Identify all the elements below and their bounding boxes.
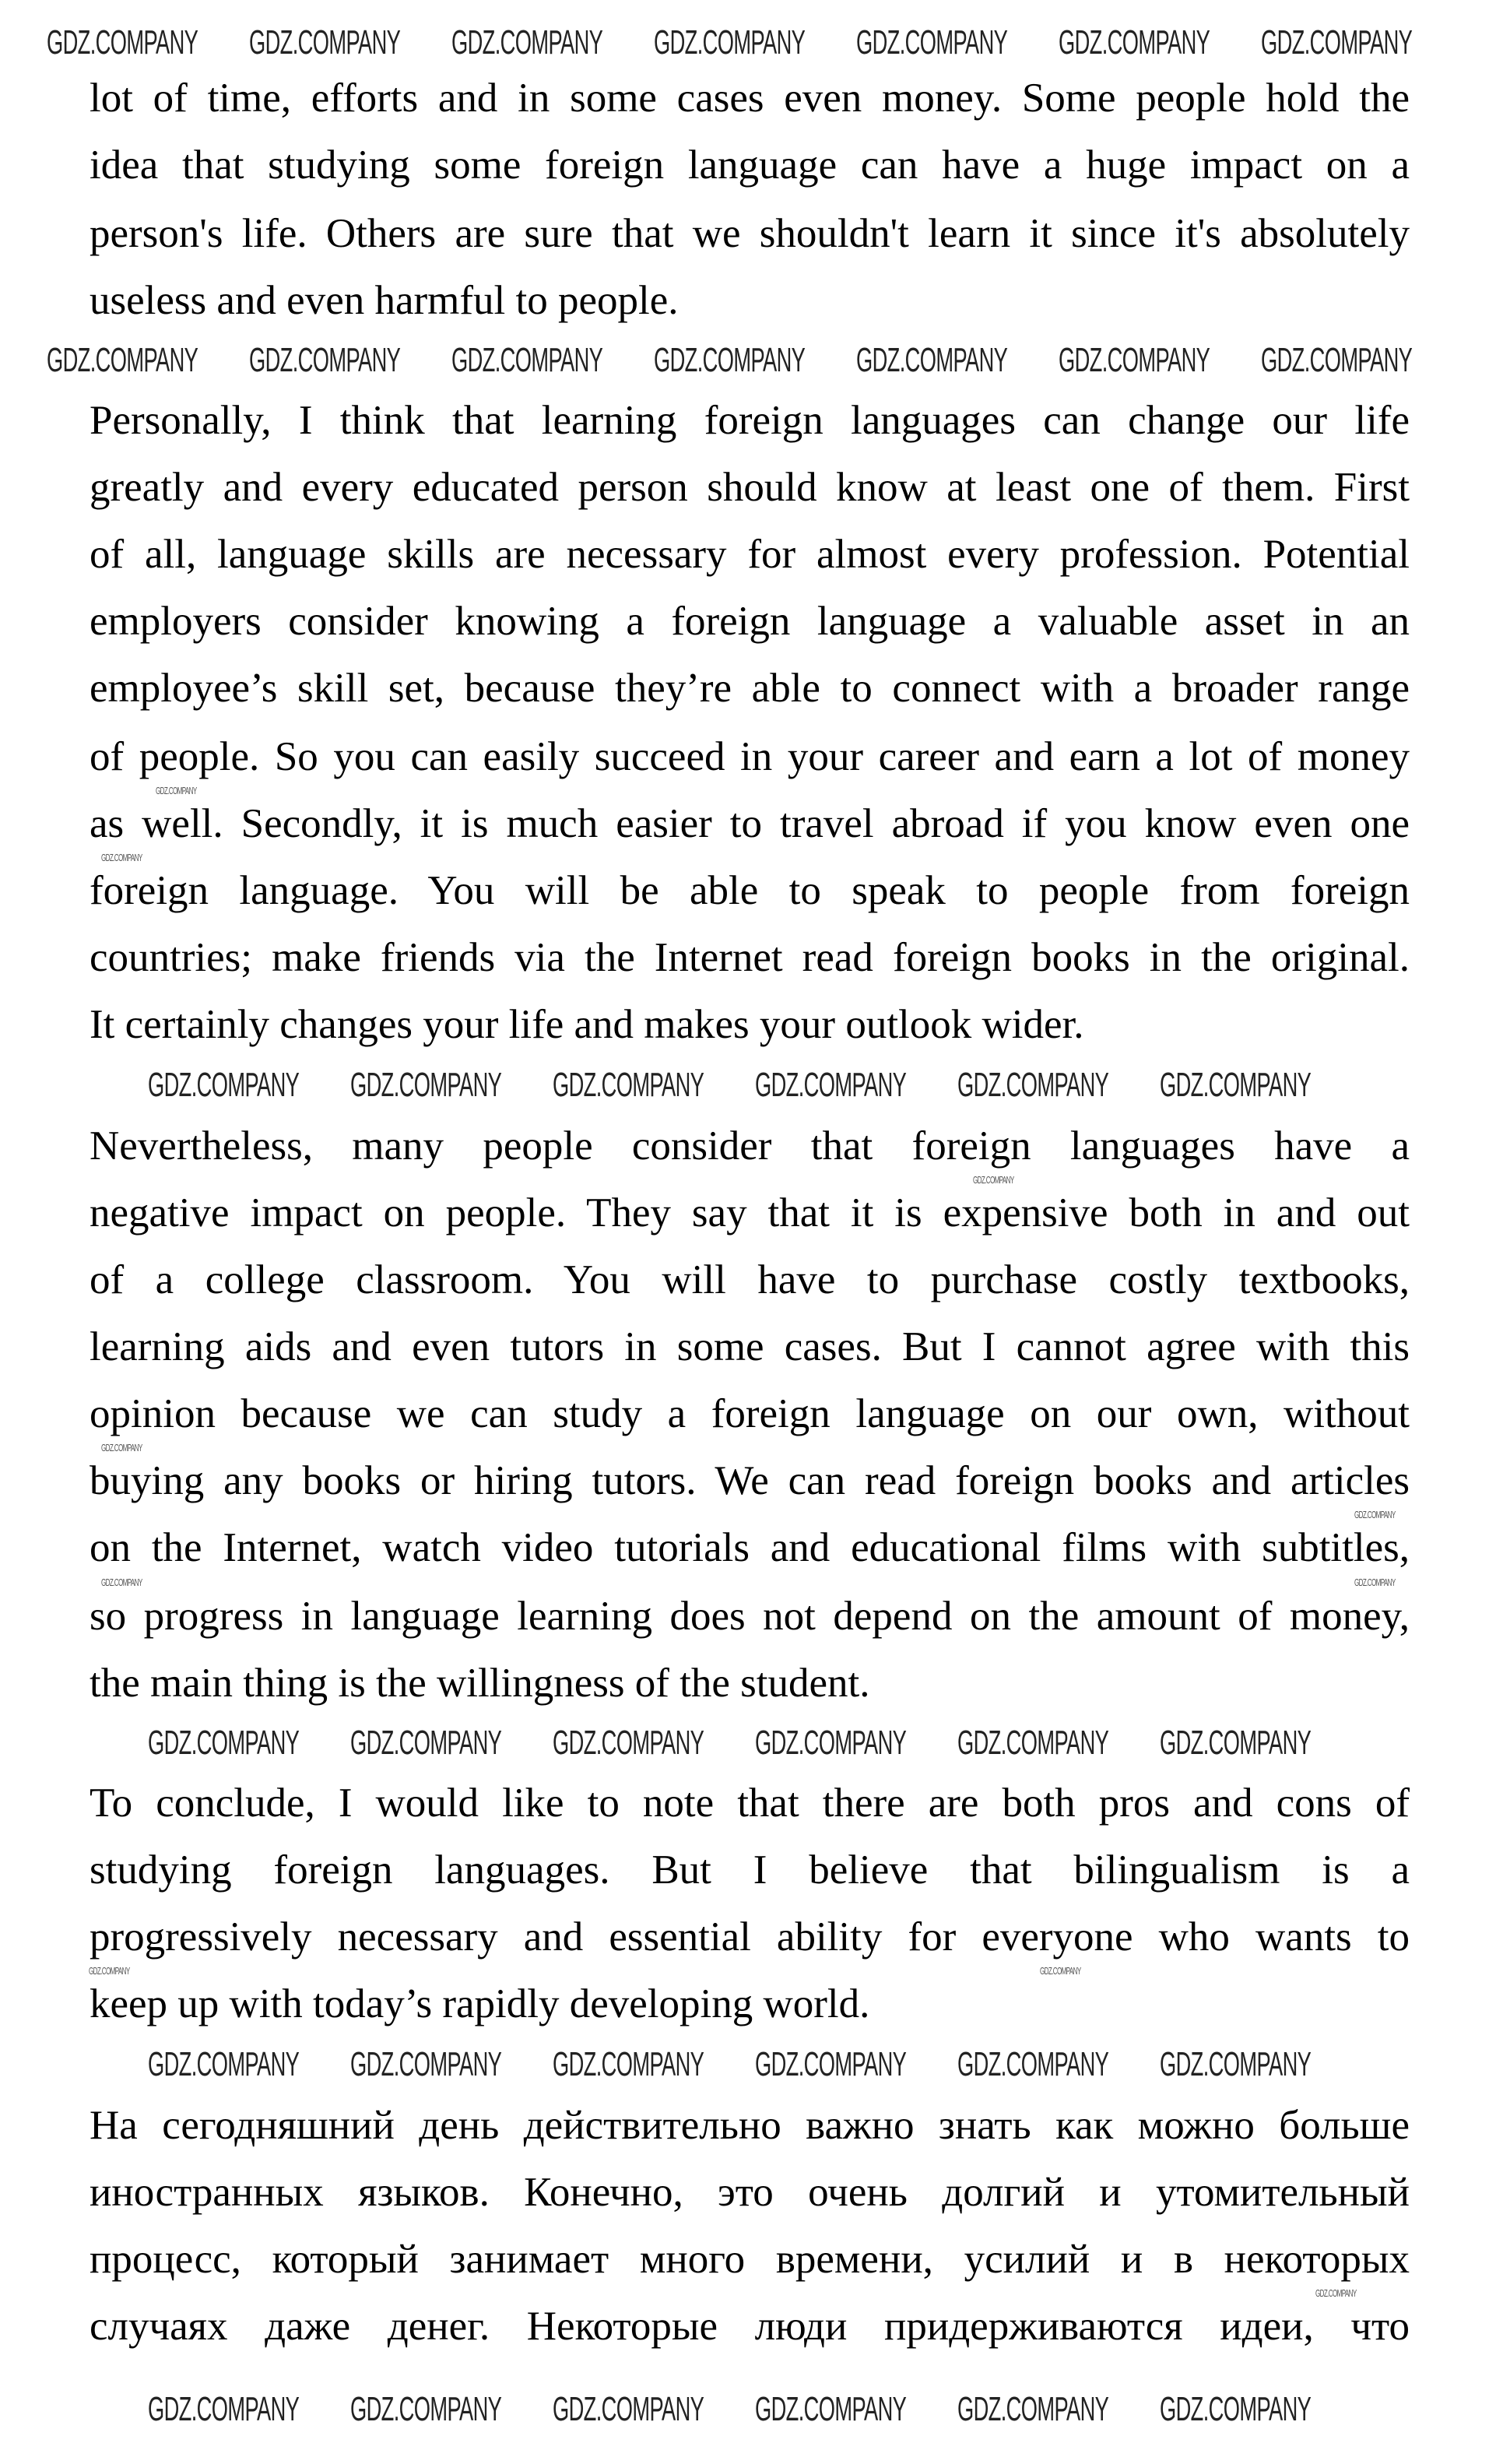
watermark: GDZ.COMPANY [1261, 341, 1413, 379]
watermark: GDZ.COMPANY [654, 341, 806, 379]
watermark: GDZ.COMPANY [755, 1066, 907, 1104]
paragraph-5-line: процесс, который занимает много времени, усилий и в некоторых [90, 2237, 1410, 2282]
watermark: GDZ.COMPANY [957, 1066, 1109, 1104]
watermark: GDZ.COMPANY [148, 2045, 300, 2083]
watermark: GDZ.COMPANY [350, 1066, 502, 1104]
paragraph-3-line: negative impact on people. They say that it is expensive both in and out [90, 1190, 1410, 1236]
watermark: GDZ.COMPANY [249, 23, 401, 62]
paragraph-2-line: foreign language. You will be able to speak to people from foreign [90, 868, 1410, 913]
watermark: GDZ.COMPANY [553, 2390, 704, 2428]
watermark: GDZ.COMPANY [350, 1724, 502, 1762]
paragraph-5-line: На сегодняшний день действительно важно знать как можно больше [90, 2103, 1410, 2148]
watermark: GDZ.COMPANY [973, 1174, 1014, 1186]
watermark: GDZ.COMPANY [1059, 23, 1210, 62]
paragraph-3-line: so progress in language learning does not depend on the amount of money, [90, 1594, 1410, 1639]
paragraph-4-line: progressively necessary and essential ability for everyone who wants to [90, 1914, 1410, 1960]
watermark: GDZ.COMPANY [755, 2390, 907, 2428]
paragraph-3-line: buying any books or hiring tutors. We can read foreign books and articles [90, 1458, 1410, 1503]
paragraph-5-line: случаях даже денег. Некоторые люди придерживаются идеи, что [90, 2304, 1410, 2349]
watermark: GDZ.COMPANY [1040, 1965, 1081, 1977]
paragraph-2-line: countries; make friends via the Internet read foreign books in the original. [90, 935, 1410, 980]
paragraph-1-line: idea that studying some foreign language can have a huge impact on a [90, 142, 1410, 188]
watermark: GDZ.COMPANY [755, 2045, 907, 2083]
paragraph-2-line: of all, language skills are necessary for almost every profession. Potential [90, 532, 1410, 577]
watermark: GDZ.COMPANY [451, 23, 603, 62]
watermark: GDZ.COMPANY [451, 341, 603, 379]
watermark: GDZ.COMPANY [101, 852, 142, 863]
paragraph-4-line: keep up with today’s rapidly developing world. [90, 1981, 870, 2026]
watermark: GDZ.COMPANY [1315, 2287, 1357, 2299]
watermark: GDZ.COMPANY [350, 2390, 502, 2428]
watermark: GDZ.COMPANY [856, 23, 1008, 62]
watermark: GDZ.COMPANY [755, 1724, 907, 1762]
watermark: GDZ.COMPANY [1160, 1066, 1312, 1104]
watermark: GDZ.COMPANY [101, 1442, 142, 1453]
watermark: GDZ.COMPANY [47, 23, 198, 62]
paragraph-2-line: Personally, I think that learning foreign languages can change our life [90, 398, 1410, 443]
watermark: GDZ.COMPANY [148, 1066, 300, 1104]
watermark: GDZ.COMPANY [1354, 1509, 1396, 1520]
paragraph-3-line: learning aids and even tutors in some cases. But I cannot agree with this [90, 1324, 1410, 1369]
paragraph-2-line: as well. Secondly, it is much easier to travel abroad if you know even one [90, 801, 1410, 846]
watermark: GDZ.COMPANY [47, 341, 198, 379]
watermark: GDZ.COMPANY [148, 1724, 300, 1762]
watermark: GDZ.COMPANY [1160, 2390, 1312, 2428]
paragraph-3-line: on the Internet, watch video tutorials and educational films with subtitles, [90, 1525, 1410, 1570]
watermark: GDZ.COMPANY [1059, 341, 1210, 379]
watermark: GDZ.COMPANY [249, 341, 401, 379]
watermark: GDZ.COMPANY [553, 1066, 704, 1104]
paragraph-2-line: of people. So you can easily succeed in your career and earn a lot of money [90, 734, 1410, 779]
watermark: GDZ.COMPANY [101, 1576, 142, 1588]
watermark: GDZ.COMPANY [957, 2045, 1109, 2083]
paragraph-2-line: greatly and every educated person should know at least one of them. First [90, 465, 1410, 510]
paragraph-1-line: useless and even harmful to people. [90, 278, 679, 323]
watermark: GDZ.COMPANY [1160, 1724, 1312, 1762]
watermark: GDZ.COMPANY [654, 23, 806, 62]
paragraph-3-line: opinion because we can study a foreign language on our own, without [90, 1391, 1410, 1436]
paragraph-3-line: Nevertheless, many people consider that foreign languages have a [90, 1123, 1410, 1169]
watermark: GDZ.COMPANY [350, 2045, 502, 2083]
paragraph-2-line: employers consider knowing a foreign language a valuable asset in an [90, 599, 1410, 644]
watermark: GDZ.COMPANY [957, 2390, 1109, 2428]
watermark: GDZ.COMPANY [156, 785, 197, 796]
paragraph-1-line: person's life. Others are sure that we shouldn't learn it since it's absolutely [90, 211, 1410, 256]
paragraph-4-line: To conclude, I would like to note that there are both pros and cons of [90, 1780, 1410, 1826]
paragraph-1-line: lot of time, efforts and in some cases even money. Some people hold the [90, 76, 1410, 121]
watermark: GDZ.COMPANY [1160, 2045, 1312, 2083]
watermark: GDZ.COMPANY [89, 1965, 130, 1977]
watermark: GDZ.COMPANY [1261, 23, 1413, 62]
paragraph-3-line: the main thing is the willingness of the student. [90, 1661, 870, 1706]
watermark: GDZ.COMPANY [553, 2045, 704, 2083]
watermark: GDZ.COMPANY [148, 2390, 300, 2428]
paragraph-5-line: иностранных языков. Конечно, это очень долгий и утомительный [90, 2170, 1410, 2215]
paragraph-3-line: of a college classroom. You will have to purchase costly textbooks, [90, 1257, 1410, 1302]
paragraph-2-line: It certainly changes your life and makes your outlook wider. [90, 1002, 1084, 1047]
paragraph-2-line: employee’s skill set, because they’re able to connect with a broader range [90, 666, 1410, 711]
watermark: GDZ.COMPANY [553, 1724, 704, 1762]
watermark: GDZ.COMPANY [957, 1724, 1109, 1762]
watermark: GDZ.COMPANY [856, 341, 1008, 379]
paragraph-4-line: studying foreign languages. But I believe that bilingualism is a [90, 1847, 1410, 1893]
watermark: GDZ.COMPANY [1354, 1576, 1396, 1588]
